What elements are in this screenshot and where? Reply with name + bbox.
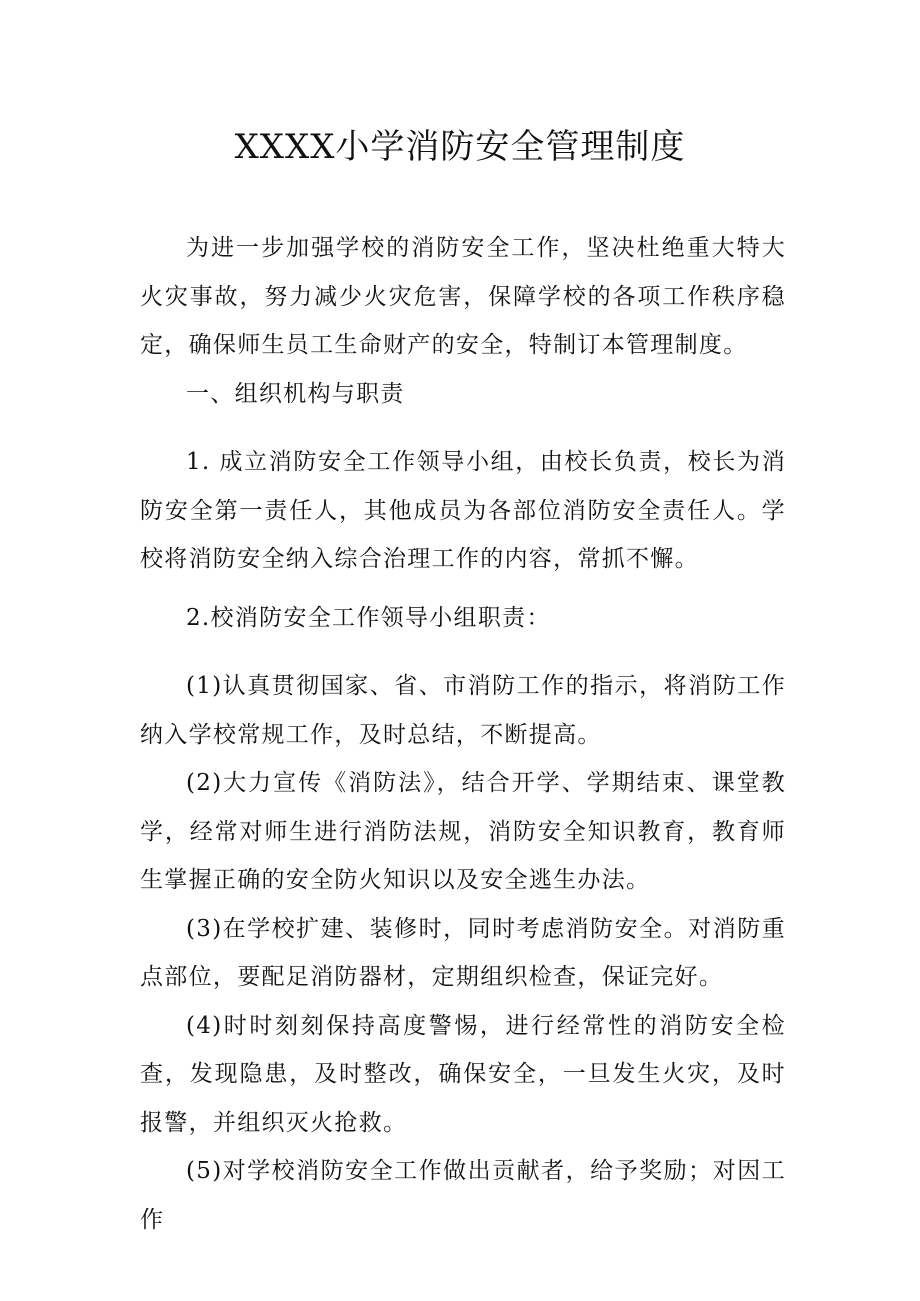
intro-paragraph: 为进一步加强学校的消防安全工作，坚决杜绝重大特大火灾事故，努力减少火灾危害，保障学校的各项工作秩序稳定，确保师生员工生命财产的安全，特制订本管理制度。 [140, 235, 786, 358]
paragraph-subitem-2: (2)大力宣传《消防法》，结合开学、学期结束、课堂教学，经常对师生进行消防法规，消防安全知识教育，教育师生掌握正确的安全防火知识以及安全逃生办法。 [140, 770, 786, 893]
document-title: XXXX小学消防安全管理制度 [234, 127, 686, 167]
paragraph-item-2: 2.校消防安全工作领导小组职责： [186, 604, 551, 631]
paragraph-subitem-1: (1)认真贯彻国家、省、市消防工作的指示，将消防工作纳入学校常规工作，及时总结，不断提高。 [140, 673, 786, 748]
paragraph-subitem-3: (3)在学校扩建、装修时，同时考虑消防安全。对消防重点部位，要配足消防器材，定期组织检查，保证完好。 [140, 915, 786, 990]
paragraph-item-1: 1. 成立消防安全工作领导小组，由校长负责，校长为消防安全第一责任人，其他成员为各部位消防安全责任人。学校将消防安全纳入综合治理工作的内容，常抓不懈。 [140, 449, 786, 572]
paragraph-subitem-5: (5)对学校消防安全工作做出贡献者，给予奖励；对因工作 [140, 1158, 786, 1233]
paragraph-subitem-4: (4)时时刻刻保持高度警惕，进行经常性的消防安全检查，发现隐患，及时整改，确保安全，一旦发生火灾，及时报警，并组织灭火抢救。 [140, 1012, 786, 1136]
section-heading-organization: 一、组织机构与职责 [186, 380, 405, 407]
document-body [140, 224, 786, 1244]
